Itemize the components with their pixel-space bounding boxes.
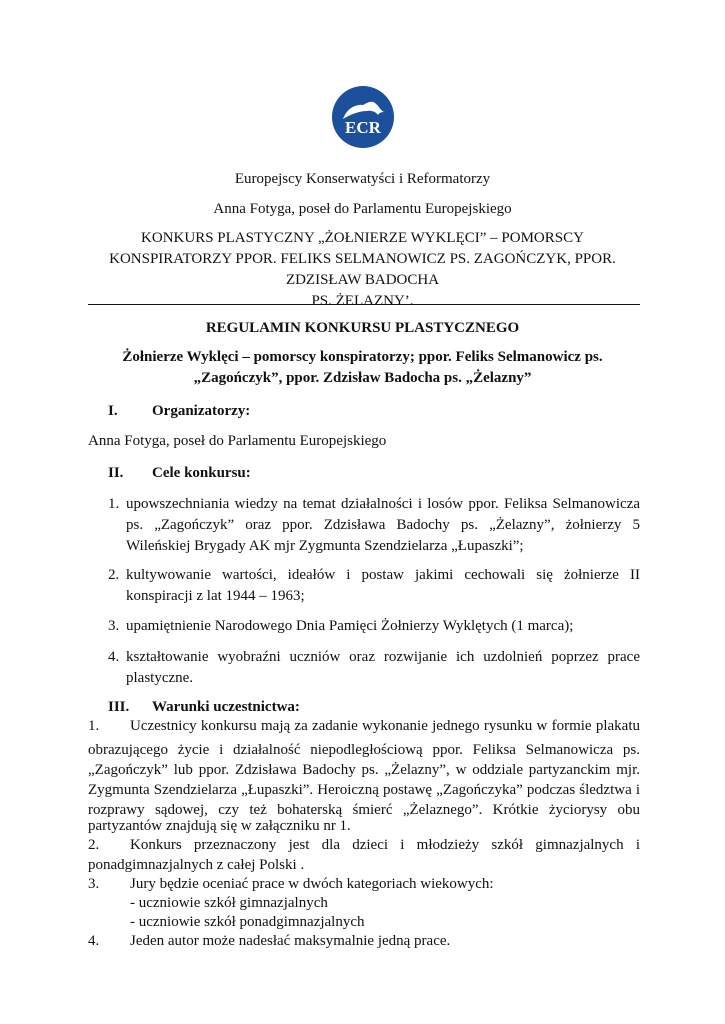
section-goals-heading [108,463,251,483]
category-item: - uczniowie szkół gimnazjalnych [130,895,328,911]
paragraph-text: Konkurs przeznaczony jest dla dzieci i młodzieży szkół gimnazjalnych i [130,837,640,853]
author-line: Anna Fotyga, poseł do Parlamentu Europejskiego [213,201,512,217]
section-number: II. [108,465,124,481]
horizontal-divider [88,304,640,305]
contest-title-line: KONSPIRATORZY PPOR. FELIKS SELMANOWICZ PS. ZAGOŃCZYK, PPOR. [109,251,616,267]
list-text: kształtowanie wyobraźni uczniów oraz rozwijanie ich uzdolnień poprzez prace plastyczne. [126,649,640,686]
section-number: I. [108,403,118,419]
logo-circle [332,86,394,148]
organization-name: Europejscy Konserwatyści i Reformatorzy [234,171,491,187]
paragraph-text: ponadgimnazjalnych z całej Polski . [88,857,305,873]
paragraph-text: Jury będzie oceniać prace w dwóch kategoriach wiekowych: [130,876,494,892]
section-title: Organizatorzy: [152,403,251,419]
list-number: 1. [108,496,120,512]
list-text: kultywowanie wartości, ideałów i postaw jakimi cechowali się żołnierze II konspiracji z lat 1944 – 1963; [126,567,640,604]
section-title: Cele konkursu: [152,465,251,481]
section-title: Warunki uczestnictwa: [152,699,300,715]
ecr-logo [332,86,394,148]
organizers-text: Anna Fotyga, poseł do Parlamentu Europejskiego [88,433,387,449]
logo-text: ECR [345,118,381,137]
contest-title-line: ZDZISŁAW BADOCHA [285,272,440,288]
subtitle-line: Żołnierze Wyklęci – pomorscy konspiratorzy; ppor. Feliks Selmanowicz ps. [122,349,603,365]
list-text: upowszechniania wiedzy na temat działalności i losów ppor. Feliksa Selmanowicza ps. „Zagończyk” oraz ppor. Zdzisława Badochy ps. „Żelazny”, żołnierzy 5 Wileńskiej Brygady AK mjr Zygmunta Szendzielarza „Łupaszki”; [126,496,640,554]
section-number: III. [108,699,130,715]
goal-list-item [108,647,640,689]
list-number: 2. [108,567,120,583]
paragraph-text: Uczestnicy konkursu mają za zadanie wykonanie jednego rysunku w formie plakatu [130,718,640,734]
contest-title [60,228,665,312]
list-number: 4. [108,649,120,665]
section-organizers-heading [108,401,250,421]
section-conditions-heading [108,697,300,717]
regulations-subtitle [60,347,665,389]
category-item: - uczniowie szkół ponadgimnazjalnych [130,914,365,930]
subtitle-line: „Zagończyk”, ppor. Zdzisław Badocha ps. „Żelazny” [193,370,532,386]
contest-title-line: KONKURS PLASTYCZNY „ŻOŁNIERZE WYKLĘCI” – POMORSCY [141,230,584,246]
paragraph-number: 4. [88,933,100,949]
goal-list-item [108,616,640,637]
list-text: upamiętnienie Narodowego Dnia Pamięci Żołnierzy Wyklętych (1 marca); [126,618,574,634]
paragraph-text: obrazującego życie i działalność niepodległościową ppor. Feliksa Selmanowicza ps. „Zagończyk” lub ppor. Zdzisława Badochy ps. „Żelazny”, w oddziale partyzanckim mjr. Zygmunta Szendzielarza „Łupaszki”. Heroiczną postawę „Zagończyka” podczas śledztwa i rozprawy sądowej, czy też bohaterską śmierć „Żelaznego”. Krótkie życiorysy obu [88,742,640,818]
paragraph-text: Jeden autor może nadesłać maksymalnie jedną prace. [130,933,451,949]
regulations-heading: REGULAMIN KONKURSU PLASTYCZNEGO [205,320,520,336]
paragraph-number: 2. [88,837,100,853]
paragraph-text: partyzantów znajdują się w załączniku nr 1. [88,818,351,834]
goal-list-item [108,494,640,557]
goal-list-item [108,565,640,607]
paragraph-number: 3. [88,876,100,892]
paragraph-number: 1. [88,718,100,734]
list-number: 3. [108,618,120,634]
contest-title-line: PS. ŻELAZNY’. [311,293,414,309]
